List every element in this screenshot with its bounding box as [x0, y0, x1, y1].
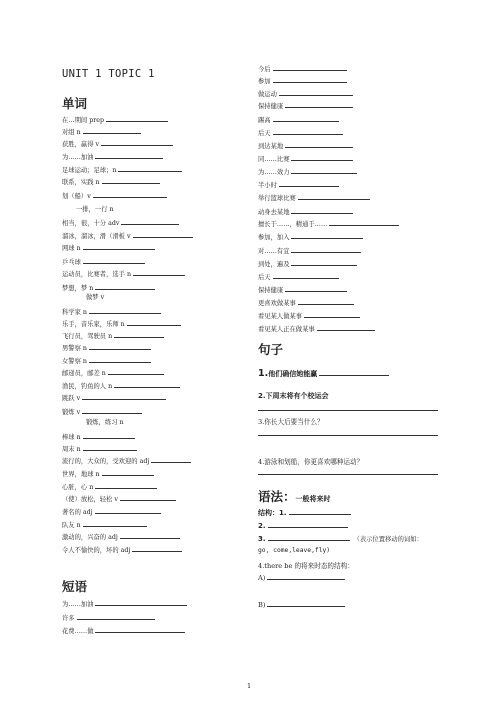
- phrase-item: [258, 285, 347, 295]
- vocab-label: 做梦 v: [86, 294, 105, 301]
- sentence-3: 3.你长大后要当什么？: [258, 418, 324, 426]
- vocab-item: [62, 407, 142, 417]
- answer-blank[interactable]: [101, 139, 173, 146]
- answer-blank[interactable]: [273, 115, 339, 122]
- sentences-heading: 句子: [258, 342, 284, 357]
- vocab-heading: 单词: [62, 96, 88, 111]
- vocab-label: 锻炼 v: [62, 409, 81, 416]
- vocab-item: [62, 243, 155, 253]
- vocab-label: 世界，地球 n: [62, 471, 100, 478]
- answer-blank[interactable]: [273, 64, 347, 71]
- grammar-structure-2-blank[interactable]: [268, 521, 348, 528]
- grammar-heading: [258, 487, 331, 505]
- vocab-label: 男警察 n: [62, 345, 87, 352]
- vocab-label: 飞行员，驾驶员 n: [62, 333, 113, 340]
- vocab-label: 为……加油: [62, 154, 94, 161]
- vocab-label: 队友 n: [62, 522, 81, 529]
- answer-blank[interactable]: [285, 285, 347, 292]
- answer-blank[interactable]: [132, 545, 182, 552]
- vocab-label: （使）放松，轻松 v: [62, 496, 118, 503]
- answer-blank[interactable]: [298, 193, 370, 200]
- unit-title: UNIT 1 TOPIC 1: [62, 68, 155, 80]
- answer-blank[interactable]: [127, 319, 181, 326]
- answer-blank[interactable]: [83, 127, 141, 134]
- vocab-label: 相当，很，十分 adv: [62, 220, 120, 227]
- grammar-item-3-label: 3.: [258, 535, 266, 543]
- answer-blank[interactable]: [291, 207, 353, 214]
- phrase-label: 到达某地: [258, 143, 284, 150]
- phrase-item: [258, 180, 339, 190]
- phrase-label: 保持健康: [258, 103, 284, 110]
- sentence-2-answer-line[interactable]: [258, 410, 438, 411]
- grammar-structure-3-blank[interactable]: [268, 534, 350, 541]
- answer-blank[interactable]: [83, 257, 145, 264]
- vocab-item: [62, 381, 180, 391]
- answer-blank[interactable]: [329, 219, 399, 226]
- phrase-item: [62, 599, 187, 609]
- vocab-item: [62, 127, 141, 137]
- answer-blank[interactable]: [291, 232, 363, 239]
- answer-blank[interactable]: [106, 115, 168, 122]
- grammar-option-b-label: B): [258, 601, 266, 609]
- phrase-label: 保持健康: [258, 287, 284, 294]
- vocab-item: [62, 191, 167, 201]
- phrase-label: 动身去某地: [258, 209, 290, 216]
- answer-blank[interactable]: [82, 393, 166, 400]
- answer-blank[interactable]: [114, 331, 164, 338]
- phrase-label: 擅长于……，精通于……: [258, 221, 328, 228]
- sentence-1-number: 1.: [258, 368, 269, 379]
- phrase-item: [258, 64, 347, 74]
- vocab-label: 渔民，钓鱼的人 n: [62, 383, 113, 390]
- phrase-item: [258, 246, 361, 256]
- vocab-item: [62, 319, 181, 329]
- vocab-label: 网球 n: [62, 245, 81, 252]
- vocab-item: [62, 469, 154, 479]
- grammar-item-2-label: 2.: [258, 522, 266, 530]
- phrase-item: [258, 128, 343, 138]
- vocab-item: [62, 152, 163, 162]
- sentence-1-text: 他们确信她能赢: [268, 370, 318, 378]
- vocab-item: [62, 419, 124, 427]
- sentence-4: 4.游泳和划船，你更喜欢哪种运动？: [258, 458, 364, 466]
- phrase-item: [62, 613, 155, 623]
- vocab-label: 周末 n: [62, 446, 81, 453]
- sentence-1-blank[interactable]: [319, 369, 389, 376]
- answer-blank[interactable]: [285, 101, 353, 108]
- vocab-item: [62, 115, 168, 125]
- answer-blank[interactable]: [95, 152, 163, 159]
- phrase-label: 参加: [258, 78, 271, 85]
- answer-blank[interactable]: [93, 191, 167, 198]
- vocab-item: [62, 482, 157, 492]
- vocab-item: [62, 294, 104, 302]
- grammar-item-3-note: （表示位置移动的词如：: [353, 536, 423, 543]
- phrases-heading: 短语: [62, 579, 88, 594]
- vocab-item: [62, 269, 185, 279]
- answer-blank[interactable]: [304, 311, 360, 318]
- phrase-item: [258, 101, 353, 111]
- answer-blank[interactable]: [298, 298, 354, 305]
- vocab-item: [62, 343, 151, 353]
- phrase-label: 踢高: [258, 117, 271, 124]
- answer-blank[interactable]: [133, 269, 185, 276]
- answer-blank[interactable]: [95, 283, 155, 290]
- phrase-item: [258, 298, 354, 308]
- answer-blank[interactable]: [273, 76, 347, 83]
- phrase-item: [258, 311, 360, 321]
- vocab-label: 联系，实践 n: [62, 179, 100, 186]
- answer-blank[interactable]: [95, 507, 161, 514]
- vocab-label: 一排，一行 n: [76, 206, 114, 213]
- phrase-label: 看见某人正在做某事: [258, 326, 315, 333]
- vocab-item: [62, 532, 180, 542]
- phrase-label: 为……加油: [62, 601, 94, 608]
- sentence-4-answer-line[interactable]: [258, 474, 438, 475]
- vocab-label: 心脏，心 n: [62, 484, 94, 491]
- vocab-label: 运动员，比赛者，选手 n: [62, 271, 132, 278]
- vocab-label: 令人不愉快的，坏的 adj: [62, 547, 131, 554]
- answer-blank[interactable]: [77, 613, 155, 620]
- phrase-label: 许多: [62, 615, 75, 622]
- phrase-item: [258, 193, 370, 203]
- answer-blank[interactable]: [102, 469, 154, 476]
- answer-blank[interactable]: [121, 218, 179, 225]
- phrase-item: [258, 115, 339, 125]
- phrase-item: [258, 324, 375, 334]
- grammar-structure-2: [258, 521, 348, 530]
- vocab-label: 锻炼，练习 n: [86, 419, 124, 426]
- grammar-option-b-blank[interactable]: [267, 600, 345, 607]
- vocab-label: 在…期间 prep: [62, 117, 104, 124]
- sentence-3-answer-line[interactable]: [258, 435, 438, 436]
- answer-blank[interactable]: [95, 482, 157, 489]
- answer-blank[interactable]: [291, 259, 357, 266]
- phrase-item: [258, 154, 353, 164]
- grammar-option-a-label: A): [258, 574, 266, 582]
- answer-blank[interactable]: [273, 272, 339, 279]
- answer-blank[interactable]: [279, 89, 353, 96]
- vocab-label: 获胜，赢得 v: [62, 141, 100, 148]
- answer-blank[interactable]: [83, 432, 135, 439]
- vocab-label: 梦想，梦 n: [62, 285, 94, 292]
- phrase-label: 为……效力: [258, 169, 290, 176]
- phrase-label: 到处，遍及: [258, 261, 290, 268]
- answer-blank[interactable]: [95, 626, 185, 633]
- vocab-item: [62, 206, 114, 214]
- answer-blank[interactable]: [83, 243, 155, 250]
- vocab-item: [62, 507, 161, 517]
- answer-blank[interactable]: [89, 356, 151, 363]
- vocab-label: 溜冰，溜冰，滑（滑板 v: [62, 233, 131, 240]
- phrase-label: 同……比赛: [258, 156, 290, 163]
- answer-blank[interactable]: [120, 494, 176, 501]
- answer-blank[interactable]: [279, 180, 339, 187]
- vocab-item: [62, 432, 135, 442]
- phrase-label: 后天: [258, 130, 271, 137]
- grammar-option-b: [258, 600, 345, 609]
- answer-blank[interactable]: [291, 246, 361, 253]
- answer-blank[interactable]: [89, 307, 161, 314]
- answer-blank[interactable]: [89, 343, 151, 350]
- phrase-item: [258, 167, 357, 177]
- vocab-item: [62, 356, 151, 366]
- answer-blank[interactable]: [83, 520, 147, 527]
- grammar-structure-1: [258, 508, 351, 518]
- answer-blank[interactable]: [133, 231, 193, 238]
- sentence-2: 2.下周末将有个校运会: [258, 392, 329, 400]
- vocab-item: [62, 456, 191, 466]
- grammar-heading-label: 语法：: [258, 489, 296, 504]
- phrase-label: 参加，加入: [258, 234, 290, 241]
- phrase-item: [258, 272, 339, 282]
- grammar-option-a: [258, 573, 345, 582]
- answer-blank[interactable]: [291, 167, 357, 174]
- vocab-label: 足球运动；足球；n: [62, 167, 117, 174]
- phrase-label: 后天: [258, 274, 271, 281]
- phrase-item: [258, 219, 399, 229]
- phrase-item: [258, 89, 353, 99]
- grammar-structure-3: [258, 534, 423, 543]
- vocab-label: 对组 n: [62, 129, 81, 136]
- answer-blank[interactable]: [317, 324, 375, 331]
- answer-blank[interactable]: [273, 128, 343, 135]
- phrase-item: [62, 626, 185, 636]
- grammar-there-be: 4.there be 的将来时态的结构：: [258, 562, 354, 570]
- vocab-item: [62, 520, 147, 530]
- answer-blank[interactable]: [82, 407, 142, 414]
- phrase-label: 花费……做: [62, 628, 94, 635]
- vocab-label: 著名的 adj: [62, 509, 93, 516]
- vocab-label: 跳跃 v: [62, 395, 81, 402]
- vocab-label: 流行的，大众的，受欢迎的 adj: [62, 458, 150, 465]
- vocab-item: [62, 231, 193, 241]
- vocab-label: 女警察 n: [62, 358, 87, 365]
- answer-blank[interactable]: [108, 368, 164, 375]
- grammar-structure-label: 结构：1.: [258, 509, 287, 517]
- phrase-item: [258, 259, 357, 269]
- vocab-item: [62, 139, 173, 149]
- vocab-item: [62, 444, 137, 454]
- phrase-item: [258, 141, 353, 151]
- answer-blank[interactable]: [102, 177, 160, 184]
- sentence-1: [258, 368, 389, 379]
- phrase-label: 今后: [258, 66, 271, 73]
- vocab-label: 划（船）v: [62, 193, 91, 200]
- phrase-label: 看见某人做某事: [258, 313, 303, 320]
- phrase-item: [258, 76, 347, 86]
- grammar-structure-1-blank[interactable]: [289, 508, 351, 515]
- grammar-item-3-examples: go, come,leave,fly): [258, 547, 331, 554]
- phrase-label: 举行篮球比赛: [258, 195, 296, 202]
- answer-blank[interactable]: [95, 599, 187, 606]
- vocab-item: [62, 545, 182, 555]
- phrase-label: 半小时: [258, 182, 277, 189]
- vocab-label: 邮递员，邮差 n: [62, 370, 106, 377]
- vocab-item: [62, 218, 179, 228]
- answer-blank[interactable]: [285, 141, 353, 148]
- grammar-option-a-blank[interactable]: [267, 573, 345, 580]
- vocab-item: [62, 393, 166, 403]
- phrase-label: 对……有宜: [258, 248, 290, 255]
- vocab-label: 科学家 n: [62, 309, 87, 316]
- phrase-label: 更喜欢做某事: [258, 300, 296, 307]
- vocab-label: 乐手，音乐家，乐师 n: [62, 321, 125, 328]
- vocab-label: 棒球 n: [62, 434, 81, 441]
- page-number: 1: [247, 682, 252, 690]
- vocab-item: [62, 331, 164, 341]
- vocab-item: [62, 283, 155, 293]
- phrase-label: 做运动: [258, 91, 277, 98]
- phrase-item: [258, 207, 353, 217]
- answer-blank[interactable]: [114, 381, 180, 388]
- vocab-item: [62, 368, 164, 378]
- answer-blank[interactable]: [118, 165, 182, 172]
- answer-blank[interactable]: [291, 154, 353, 161]
- vocab-item: [62, 494, 176, 504]
- vocab-label: 激动的，兴奋的 adj: [62, 534, 118, 541]
- vocab-item: [62, 257, 145, 267]
- vocab-item: [62, 307, 161, 317]
- vocab-item: [62, 165, 182, 175]
- phrase-item: [258, 232, 363, 242]
- answer-blank[interactable]: [120, 532, 180, 539]
- answer-blank[interactable]: [83, 444, 137, 451]
- vocab-item: [62, 177, 160, 187]
- vocab-label: 乒乓球: [62, 259, 81, 266]
- answer-blank[interactable]: [151, 456, 191, 463]
- grammar-heading-sub: 一般将来时: [295, 495, 331, 503]
